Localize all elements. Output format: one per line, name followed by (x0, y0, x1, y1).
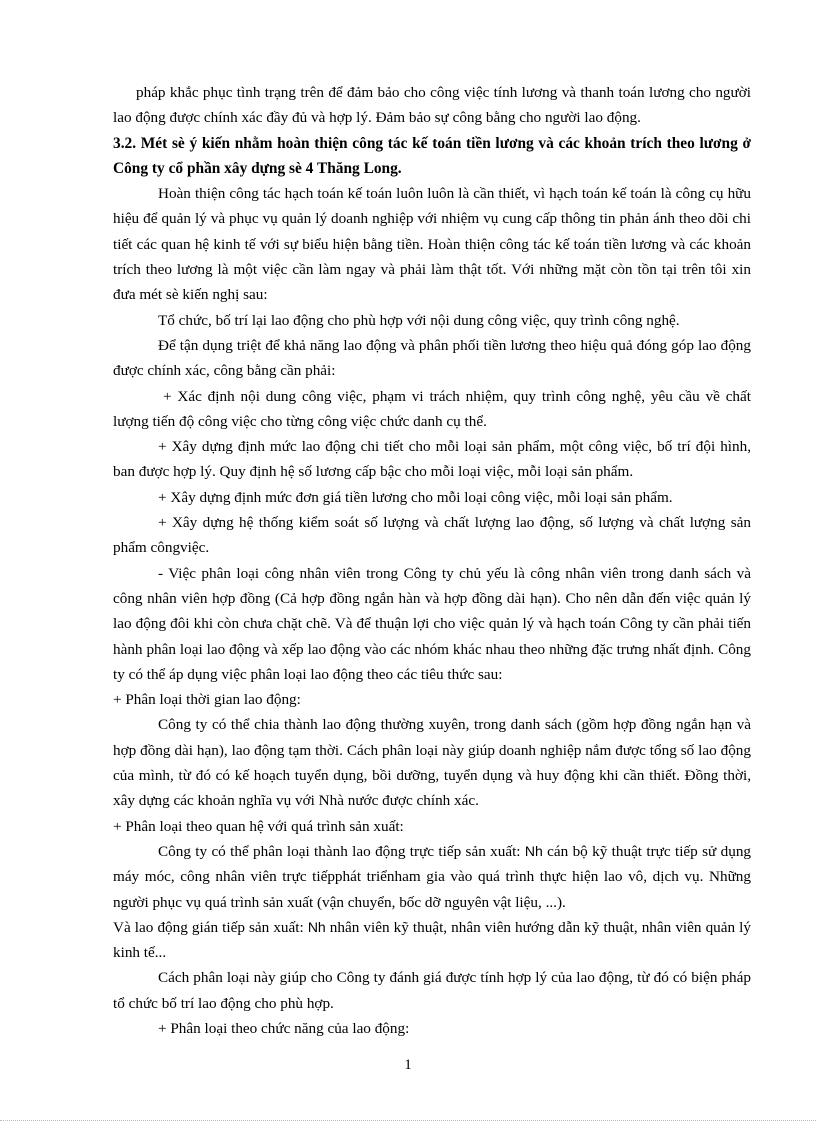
list-item-production-relation: + Phân loại theo quan hệ với quá trình sản xuất: (113, 817, 404, 835)
paragraph-classification: - Việc phân loại công nhân viên trong Công ty chủ yếu là công nhân viên trong danh sách và công nhân viên hợp đồng (Cả hợp đồng ngắn hàn và hợp đồng dài hạn). Cho nên dẫn đến việc quản lý lao động đôi khi còn chưa chặt chẽ. Và để thuận lợi cho việc quản lý và hạch toán Công ty cần phải tiến hành phân loại lao động và xếp lao động vào các nhóm khác nhau theo những đặc trưng nhất định. Công ty có thể áp dụng việc phân loại lao động theo các tiêu thức sau: (113, 564, 751, 683)
paragraph-intro: Hoàn thiện công tác hạch toán kế toán luôn luôn là cần thiết, vì hạch toán kế toán là công cụ hữu hiệu để quản lý và phục vụ quản lý doanh nghiệp với nhiệm vụ cung cấp thông tin phản ánh theo dõi chi tiết các quan hệ kinh tế với sự biểu hiện bằng tiền. Hoàn thiện công tác kế toán tiền lương và các khoản trích theo lương là một việc cần làm ngay và phải làm thật tốt. Với những mặt còn tồn tại trên tôi xin đưa mét sè kiến nghị sau: (113, 185, 751, 304)
bullet-norms: + Xây dựng định mức lao động chi tiết cho mỗi loại sản phẩm, một công việc, bố trí đội hình, ban được hợp lý. Quy định hệ số lương cấp bậc cho mỗi loại việc, mỗi loại sản phẩm. (113, 438, 751, 481)
bullet-unit-price: + Xây dựng định mức đơn giá tiền lương cho mỗi loại công việc, mỗi loại sản phẩm. (158, 488, 673, 506)
section-heading: 3.2. Mét sè ý kiến nhằm hoàn thiện công tác kế toán tiền lương và các khoản trích theo lương ở Công ty cổ phần xây dựng sè 4 Thăng Long. (113, 134, 751, 177)
page-number: 1 (404, 1057, 412, 1073)
paragraph-continuation: pháp khắc phục tình trạng trên để đảm bảo cho công việc tính lương và thanh toán lương cho người lao động được chính xác đầy đủ và hợp lý. Đảm bảo sự công bằng cho người lao động. (113, 84, 751, 127)
indirect-labor-lead: Và lao động gián tiếp sản xuất: (113, 918, 304, 936)
abbreviation-nh: Nh (524, 842, 543, 859)
direct-labor-lead: Công ty có thể phân loại thành lao động trực tiếp sản xuất: (158, 842, 521, 860)
list-item-time-classification: + Phân loại thời gian lao động: (113, 691, 301, 709)
direct-labor-rest: cán bộ kỹ thuật trực tiếp sử dụng máy móc, công nhân viên trực tiếpphát triểnham gia vào quá trình thực hiện lao vô, dịch vụ. Những người phục vụ quá trình sản xuất (vận chuyển, bốc dỡ nguyên vật liệu, ...). (113, 842, 752, 911)
indirect-labor-rest: nhân viên kỹ thuật, nhân viên hướng dẫn kỹ thuật, nhân viên quản lý kinh tế... (113, 918, 751, 962)
list-item-function-classification: + Phân loại theo chức năng của lao động: (158, 1019, 410, 1037)
bullet-define-work: + Xác định nội dung công việc, phạm vi trách nhiệm, quy trình công nghệ, yêu cầu về chất lượng tiến độ công việc cho từng công việc chức danh cụ thể. (113, 387, 751, 430)
page-bottom-divider (0, 1120, 816, 1121)
paragraph-indirect-labor (113, 915, 751, 966)
paragraph-utilize: Để tận dụng triệt để khả năng lao động và phân phối tiền lương theo hiệu quả đóng góp lao động được chính xác, công bằng cần phải: (113, 336, 751, 380)
paragraph-time-classification: Công ty có thể chia thành lao động thường xuyên, trong danh sách (gồm hợp đồng ngắn hạn và hợp đồng dài hạn), lao động tạm thời. Cách phân loại này giúp doanh nghiệp nắm được tổng số lao động của mình, từ đó có kế hoạch tuyển dụng, bồi dưỡng, tuyển dụng và huy động khi cần thiết. Đồng thời, xây dựng các khoản nghĩa vụ với Nhà nước được chính xác. (113, 716, 751, 810)
paragraph-organize: Tổ chức, bố trí lại lao động cho phù hợp với nội dung công việc, quy trình công nghệ. (158, 311, 680, 329)
bullet-control-system: + Xây dựng hệ thống kiểm soát số lượng và chất lượng lao động, số lượng và chất lượng sản phẩm côngviệc. (113, 514, 751, 557)
abbreviation-nh: Nh (307, 918, 326, 935)
paragraph-benefit: Cách phân loại này giúp cho Công ty đánh giá được tính hợp lý của lao động, từ đó có biện pháp tổ chức bố trí lao động cho phù hợp. (113, 969, 751, 1012)
paragraph-direct-labor (113, 839, 751, 915)
body-text (113, 80, 751, 1041)
